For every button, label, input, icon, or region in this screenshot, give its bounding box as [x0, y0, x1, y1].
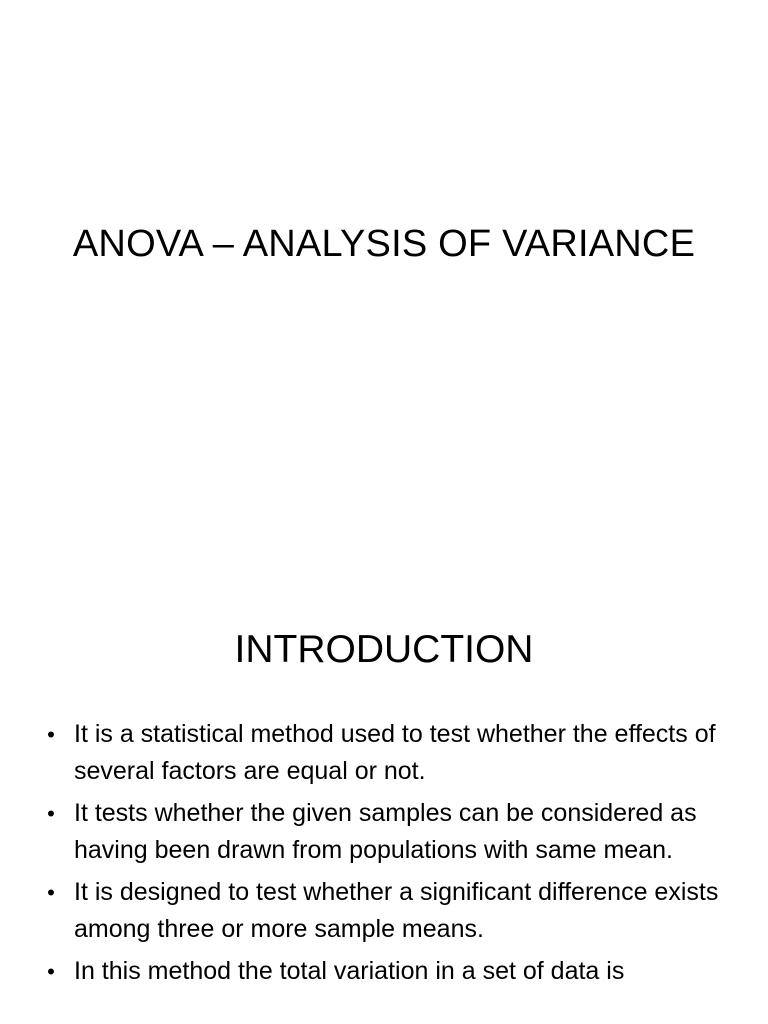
bullet-item	[44, 953, 734, 990]
bullet-icon: •	[47, 959, 55, 984]
bullet-text: It is a statistical method used to test whether the effects of several factors are equal or not.	[74, 720, 716, 785]
bullet-icon: •	[47, 801, 55, 826]
bullet-list	[44, 716, 734, 995]
bullet-text: It is designed to test whether a significant difference exists among three or more sample means.	[74, 878, 719, 943]
bullet-icon: •	[47, 722, 55, 747]
bullet-text: In this method the total variation in a set of data is	[74, 957, 625, 985]
bullet-icon: •	[47, 880, 55, 905]
slide-introduction	[0, 576, 768, 1024]
bullet-item	[44, 874, 734, 948]
bullet-text: It tests whether the given samples can be considered as having been drawn from populations with same mean.	[74, 799, 697, 864]
presentation-title: ANOVA – ANALYSIS OF VARIANCE	[72, 223, 696, 265]
bullet-item	[44, 716, 734, 790]
bullet-item	[44, 795, 734, 869]
slide-heading: INTRODUCTION	[234, 628, 534, 671]
